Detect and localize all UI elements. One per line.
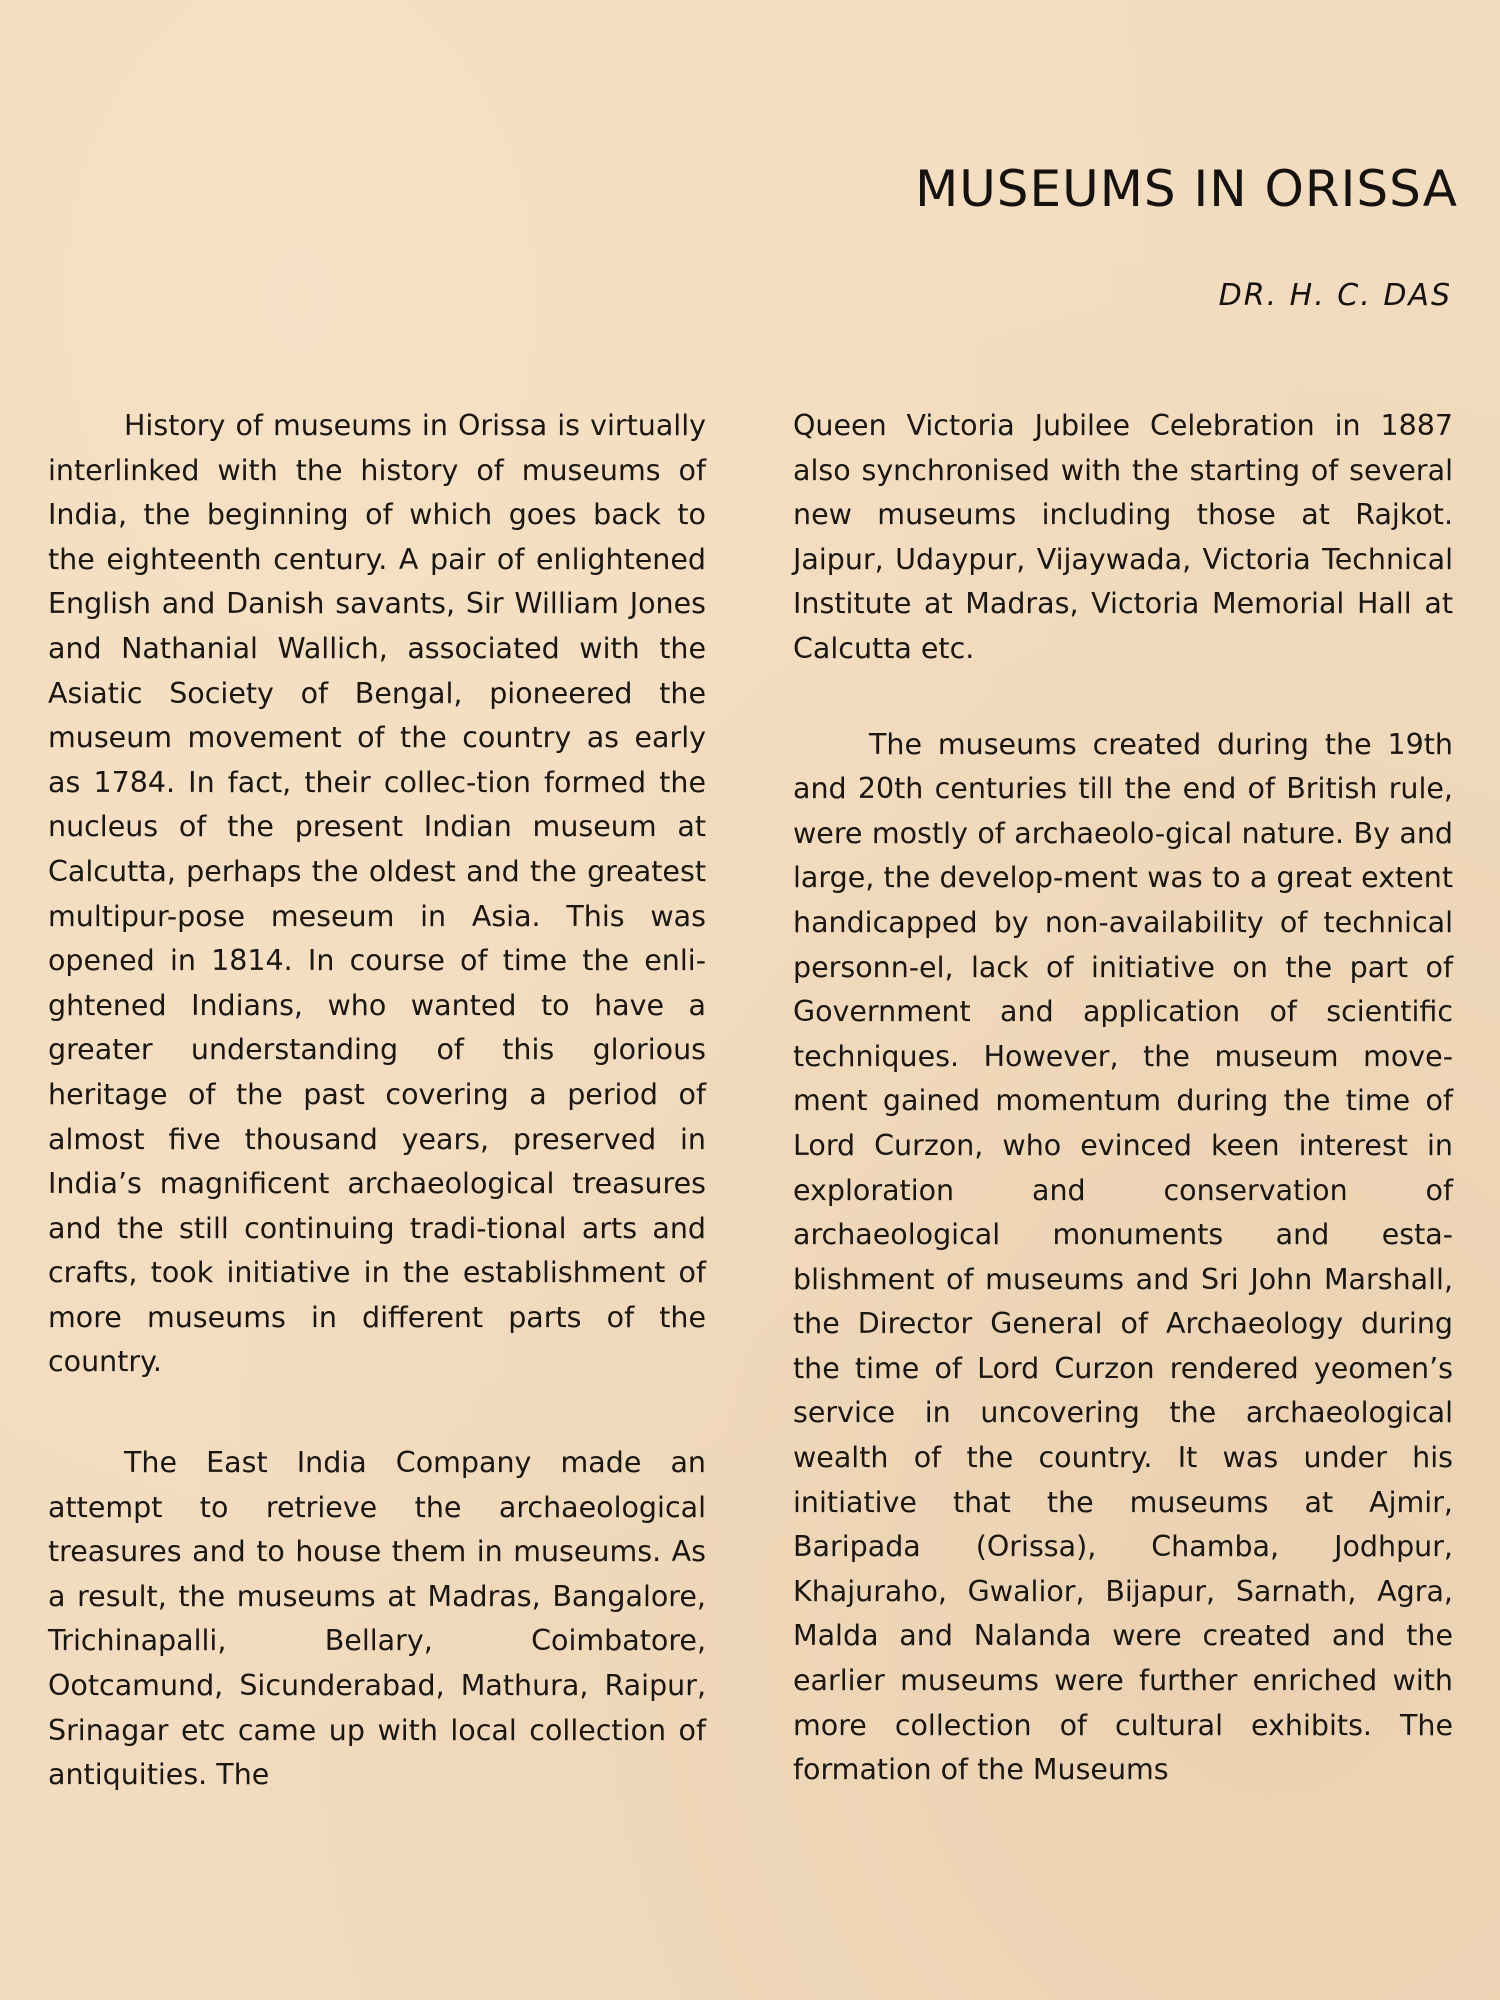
right-column [793, 404, 1453, 1793]
left-column [48, 404, 706, 1798]
paragraph: The museums created during the 19th and 20th centuries till the end of British rule, were mostly of archaeolo-gical nature. By and large, the develop-ment was to a great extent handicapped by non-availability of technical personn-el, lack of initiative on the part of Government and application of scientific techniques. However, the museum move-ment gained momentum during the time of Lord Curzon, who evinced keen interest in exploration and conservation of archaeological monuments and esta-blishment of museums and Sri John Marshall, the Director General of Archaeology during the time of Lord Curzon rendered yeomen’s service in uncovering the archaeological wealth of the country. It was under his initiative that the museums at Ajmir, Baripada (Orissa), Chamba, Jodhpur, Khajuraho, Gwalior, Bijapur, Sarnath, Agra, Malda and Nalanda were created and the earlier museums were further enriched with more collection of cultural exhibits. The formation of the Museums [793, 727, 1453, 1787]
paragraph: The East India Company made an attempt to retrieve the archaeological treasures and to house them in museums. As a result, the museums at Madras, Bangalore, Trichinapalli, Bellary, Coimbatore, Ootcamund, Sicunderabad, Mathura, Raipur, Srinagar etc came up with local collection of antiquities. The [48, 1446, 706, 1792]
paragraph: Queen Victoria Jubilee Celebration in 1887 also synchronised with the starting of several new museums including those at Rajkot. Jaipur, Udaypur, Vijaywada, Victoria Technical Institute at Madras, Victoria Memorial Hall at Calcutta etc. [793, 409, 1453, 665]
article-author: DR. H. C. DAS [1218, 278, 1452, 313]
paragraph: History of museums in Orissa is virtually interlinked with the history of museums of India, the beginning of which goes back to the eighteenth century. A pair of enlightened English and Danish savants, Sir William Jones and Nathanial Wallich, associated with the Asiatic Society of Bengal, pioneered the museum movement of the country as early as 1784. In fact, their collec-tion formed the nucleus of the present Indian museum at Calcutta, perhaps the oldest and the greatest multipur-pose meseum in Asia. This was opened in 1814. In course of time the enli-ghtened Indians, who wanted to have a greater understanding of this glorious heritage of the past covering a period of almost five thousand years, preserved in India’s magnificent archaeological treasures and the still continuing tradi-tional arts and crafts, took initiative in the establishment of more museums in different parts of the country. [48, 409, 706, 1379]
article-title: MUSEUMS IN ORISSA [915, 160, 1458, 218]
